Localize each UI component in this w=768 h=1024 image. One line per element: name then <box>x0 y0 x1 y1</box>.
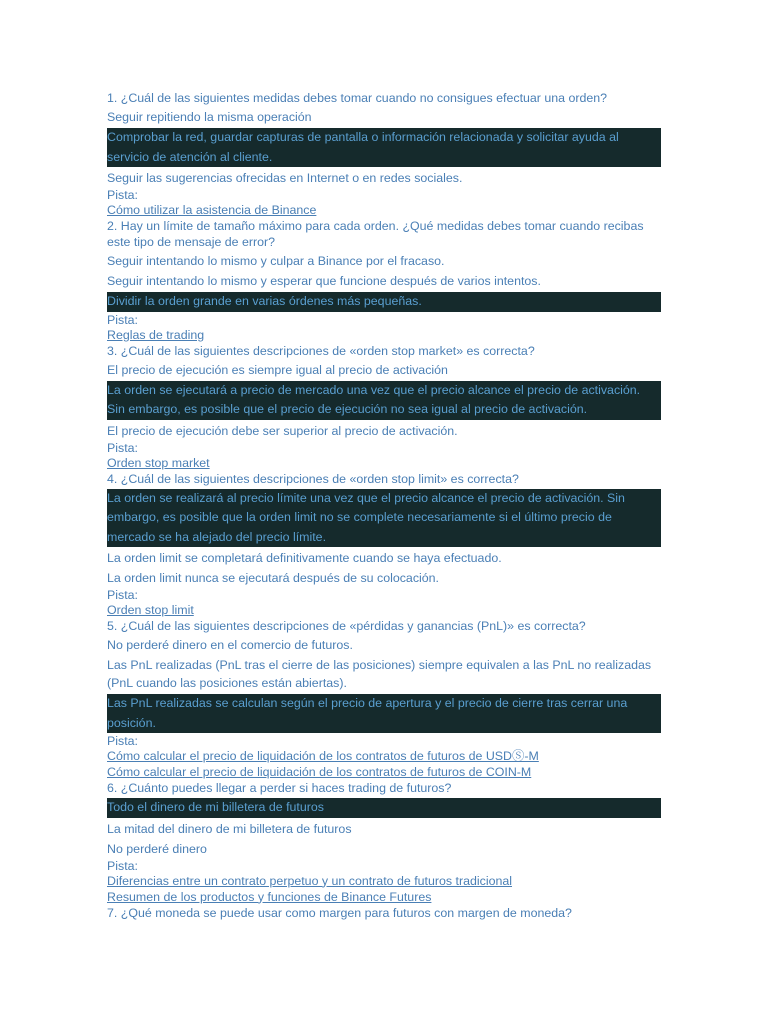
answer-option[interactable]: El precio de ejecución debe ser superior al precio de activación. <box>107 423 458 438</box>
hint-link[interactable]: Cómo calcular el precio de liquidación de los contratos de futuros de COIN-M <box>107 765 532 779</box>
question-block <box>107 343 661 471</box>
hint-label: Pista: <box>107 188 138 202</box>
question-block <box>107 218 661 343</box>
answer-option-correct[interactable]: La orden se realizará al precio límite una vez que el precio alcance el precio de activación. Sin embargo, es posible que la orden limit no se complete necesariamente si el último precio de mercado se ha alejado del precio límite. <box>107 489 661 548</box>
answer-option[interactable]: No perderé dinero en el comercio de futuros. <box>107 638 353 652</box>
hint-label: Pista: <box>107 588 138 602</box>
hint-label: Pista: <box>107 734 138 748</box>
answer-option[interactable]: Las PnL realizadas (PnL tras el cierre de las posiciones) siempre equivalen a las PnL no realizadas (PnL cuando las posiciones están abiertas). <box>107 658 652 690</box>
question-block <box>107 90 661 218</box>
hint-link[interactable]: Cómo calcular el precio de liquidación de los contratos de futuros de USDⓈ-M <box>107 749 539 763</box>
answer-option[interactable]: Seguir repitiendo la misma operación <box>107 110 312 124</box>
answer-option[interactable]: Seguir intentando lo mismo y esperar que funcione después de varios intentos. <box>107 274 541 288</box>
answer-option-correct[interactable]: Todo el dinero de mi billetera de futuros <box>107 798 661 818</box>
question-block <box>107 618 661 780</box>
hint-link[interactable]: Orden stop limit <box>107 603 194 617</box>
question-text: 3. ¿Cuál de las siguientes descripciones de «orden stop market» es correcta? <box>107 343 535 358</box>
question-text: 7. ¿Qué moneda se puede usar como margen para futuros con margen de moneda? <box>107 905 572 920</box>
answer-option[interactable]: La orden limit se completará definitivamente cuando se haya efectuado. <box>107 551 502 565</box>
answer-option-correct[interactable]: Las PnL realizadas se calculan según el precio de apertura y el precio de cierre tras cerrar una posición. <box>107 694 661 733</box>
hint-link[interactable]: Orden stop market <box>107 455 210 470</box>
hint-link[interactable]: Diferencias entre un contrato perpetuo y un contrato de futuros tradicional <box>107 873 513 888</box>
hint-link[interactable]: Resumen de los productos y funciones de Binance Futures <box>107 889 432 904</box>
question-text: 4. ¿Cuál de las siguientes descripciones de «orden stop limit» es correcta? <box>107 471 519 486</box>
hint-label: Pista: <box>107 440 138 455</box>
answer-option-correct[interactable]: Comprobar la red, guardar capturas de pantalla o información relacionada y solicitar ayuda al servicio de atención al cliente. <box>107 128 661 167</box>
hint-link[interactable]: Reglas de trading <box>107 327 205 342</box>
question-text: 2. Hay un límite de tamaño máximo para cada orden. ¿Qué medidas debes tomar cuando recibas este tipo de mensaje de error? <box>107 219 644 249</box>
question-block <box>107 780 661 905</box>
answer-option-correct[interactable]: La orden se ejecutará a precio de mercado una vez que el precio alcance el precio de activación. Sin embargo, es posible que el precio de ejecución no sea igual al precio de activación. <box>107 381 661 420</box>
answer-option-correct[interactable]: Dividir la orden grande en varias órdenes más pequeñas. <box>107 292 661 312</box>
hint-label: Pista: <box>107 312 138 327</box>
question-block <box>107 471 661 619</box>
question-text: 1. ¿Cuál de las siguientes medidas debes tomar cuando no consigues efectuar una orden? <box>107 91 608 105</box>
question-text: 6. ¿Cuánto puedes llegar a perder si haces trading de futuros? <box>107 781 452 795</box>
hint-link[interactable]: Cómo utilizar la asistencia de Binance <box>107 203 317 217</box>
question-block <box>107 905 661 921</box>
quiz-document <box>107 90 661 921</box>
answer-option[interactable]: No perderé dinero <box>107 841 207 856</box>
answer-option[interactable]: El precio de ejecución es siempre igual al precio de activación <box>107 362 448 377</box>
question-text: 5. ¿Cuál de las siguientes descripciones de «pérdidas y ganancias (PnL)» es correcta? <box>107 619 586 633</box>
answer-option[interactable]: La mitad del dinero de mi billetera de futuros <box>107 821 352 836</box>
answer-option[interactable]: Seguir las sugerencias ofrecidas en Internet o en redes sociales. <box>107 171 463 185</box>
answer-option[interactable]: Seguir intentando lo mismo y culpar a Binance por el fracaso. <box>107 254 445 268</box>
hint-label: Pista: <box>107 858 138 873</box>
answer-option[interactable]: La orden limit nunca se ejecutará después de su colocación. <box>107 571 440 585</box>
